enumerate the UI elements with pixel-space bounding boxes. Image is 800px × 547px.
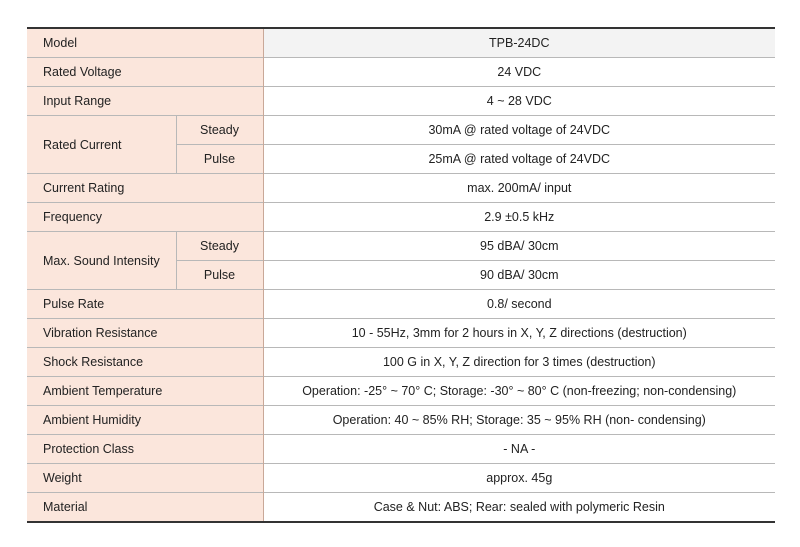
row-value-protection-class: - NA - [263, 435, 775, 464]
row-label-vibration-resistance: Vibration Resistance [27, 319, 263, 348]
row-value-rated-current-steady: 30mA @ rated voltage of 24VDC [263, 116, 775, 145]
sub-label-sound-pulse: Pulse [176, 261, 263, 290]
table-row [27, 58, 775, 87]
row-value-rated-current-pulse: 25mA @ rated voltage of 24VDC [263, 145, 775, 174]
sub-label-sound-steady: Steady [176, 232, 263, 261]
row-label-ambient-humidity: Ambient Humidity [27, 406, 263, 435]
table-row [27, 406, 775, 435]
row-value-vibration-resistance: 10 - 55Hz, 3mm for 2 hours in X, Y, Z directions (destruction) [263, 319, 775, 348]
row-value-ambient-temperature: Operation: -25° ~ 70° C; Storage: -30° ~ 80° C (non-freezing; non-condensing) [263, 377, 775, 406]
row-label-max-sound-intensity: Max. Sound Intensity [27, 232, 176, 290]
row-value-weight: approx. 45g [263, 464, 775, 493]
row-label-rated-voltage: Rated Voltage [27, 58, 263, 87]
table-row [27, 174, 775, 203]
specification-table [27, 27, 775, 523]
row-value-pulse-rate: 0.8/ second [263, 290, 775, 319]
row-label-shock-resistance: Shock Resistance [27, 348, 263, 377]
row-value-frequency: 2.9 ±0.5 kHz [263, 203, 775, 232]
row-value-material: Case & Nut: ABS; Rear: sealed with polymeric Resin [263, 493, 775, 523]
row-label-rated-current: Rated Current [27, 116, 176, 174]
row-label-model: Model [27, 28, 263, 58]
row-label-protection-class: Protection Class [27, 435, 263, 464]
table-row [27, 28, 775, 58]
table-row [27, 203, 775, 232]
row-value-shock-resistance: 100 G in X, Y, Z direction for 3 times (destruction) [263, 348, 775, 377]
row-label-input-range: Input Range [27, 87, 263, 116]
row-label-current-rating: Current Rating [27, 174, 263, 203]
row-label-weight: Weight [27, 464, 263, 493]
sub-label-rated-current-pulse: Pulse [176, 145, 263, 174]
row-value-model: TPB-24DC [263, 28, 775, 58]
sub-label-rated-current-steady: Steady [176, 116, 263, 145]
row-value-ambient-humidity: Operation: 40 ~ 85% RH; Storage: 35 ~ 95% RH (non- condensing) [263, 406, 775, 435]
table-row [27, 319, 775, 348]
row-value-input-range: 4 ~ 28 VDC [263, 87, 775, 116]
table-row [27, 232, 775, 261]
table-row [27, 464, 775, 493]
table-row [27, 290, 775, 319]
table-row [27, 116, 775, 145]
table-row [27, 377, 775, 406]
row-label-material: Material [27, 493, 263, 523]
table-row [27, 435, 775, 464]
table-row [27, 348, 775, 377]
table-row [27, 87, 775, 116]
row-value-rated-voltage: 24 VDC [263, 58, 775, 87]
table-row [27, 493, 775, 523]
row-label-pulse-rate: Pulse Rate [27, 290, 263, 319]
row-label-frequency: Frequency [27, 203, 263, 232]
row-value-current-rating: max. 200mA/ input [263, 174, 775, 203]
row-label-ambient-temperature: Ambient Temperature [27, 377, 263, 406]
row-value-sound-steady: 95 dBA/ 30cm [263, 232, 775, 261]
row-value-sound-pulse: 90 dBA/ 30cm [263, 261, 775, 290]
